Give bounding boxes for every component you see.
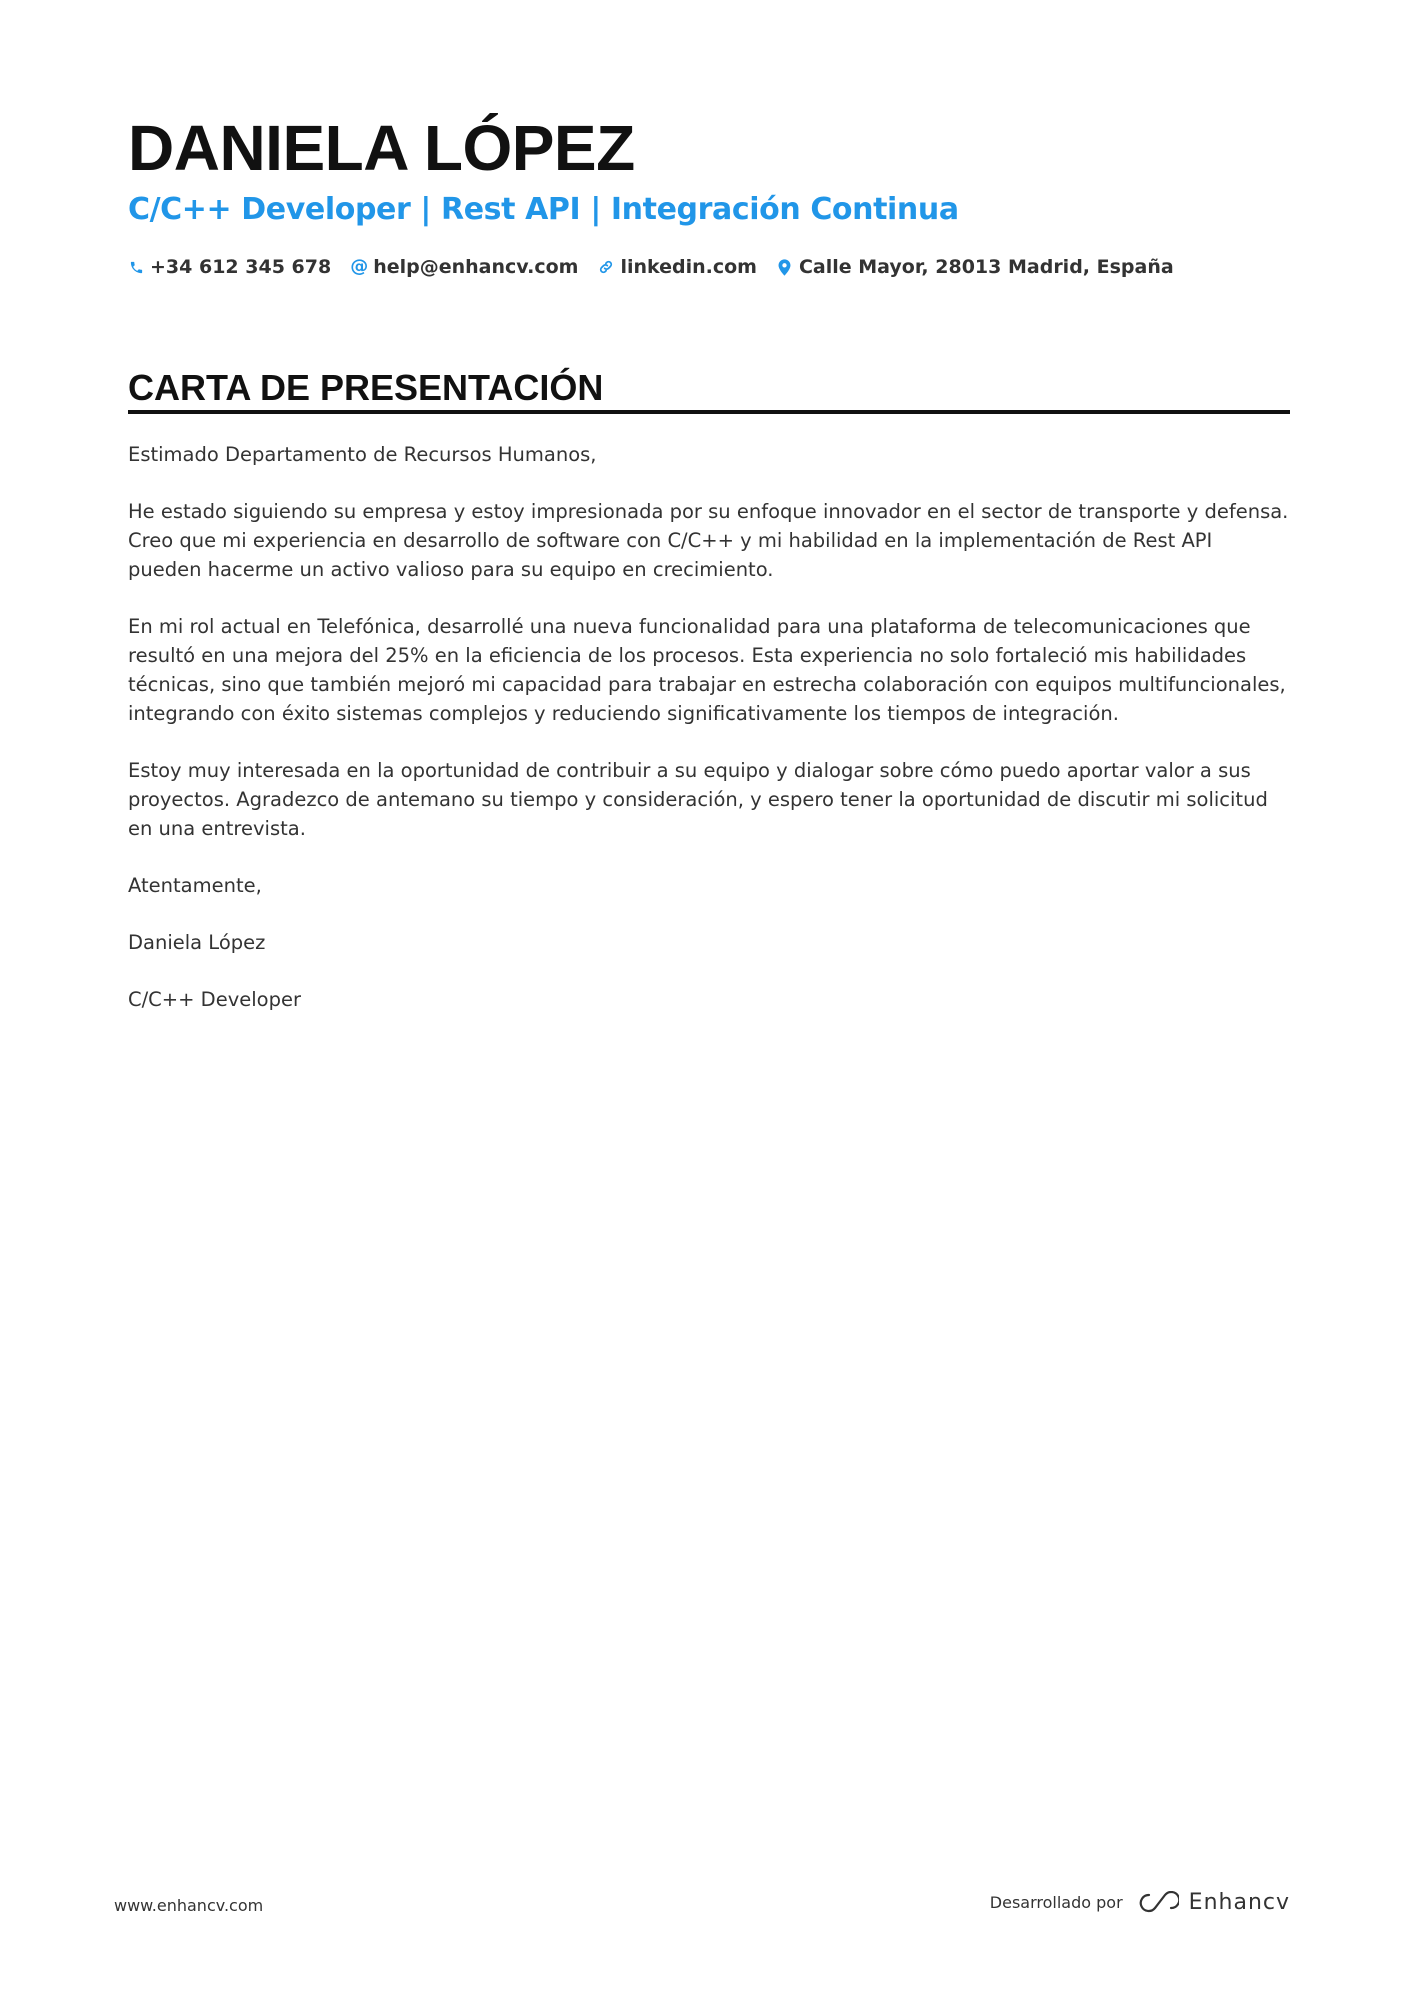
- letter-paragraph: He estado siguiendo su empresa y estoy impresionada por su enfoque innovador en el sector de transporte y defensa. Creo que mi experiencia en desarrollo de software con C/C++ y mi habilidad en la implementación de Rest API pueden hacerme un activo valioso para su equipo en crecimiento.: [128, 500, 1289, 581]
- section-divider: [128, 410, 1290, 414]
- footer-website[interactable]: www.enhancv.com: [114, 1896, 264, 1915]
- signature-name: Daniela López: [128, 931, 266, 954]
- contact-phone[interactable]: [128, 252, 331, 282]
- letter-body: [128, 440, 1290, 1042]
- candidate-name: DANIELA LÓPEZ: [128, 112, 635, 184]
- contact-linkedin-text: linkedin.com: [620, 256, 757, 278]
- letter-greeting: Estimado Departamento de Recursos Humanos,: [128, 443, 597, 466]
- footer-brand[interactable]: Enhancv: [1188, 1890, 1290, 1915]
- letter-paragraph: En mi rol actual en Telefónica, desarrollé una nueva funcionalidad para una plataforma de telecomunicaciones que resultó en una mejora del 25% en la eficiencia de los procesos. Esta experiencia no solo fortaleció mis habilidades técnicas, sino que también mejoró mi capacidad para trabajar en estrecha colaboración con equipos multifuncionales, integrando con éxito sistemas complejos y reduciendo significativamente los tiempos de integración.: [128, 615, 1286, 725]
- letter-closing: Atentamente,: [128, 874, 262, 897]
- candidate-headline: C/C++ Developer | Rest API | Integración Continua: [128, 192, 959, 227]
- section-title: CARTA DE PRESENTACIÓN: [128, 367, 604, 408]
- contact-bar: [128, 252, 1194, 282]
- contact-location: [777, 252, 1174, 282]
- contact-email[interactable]: [351, 252, 578, 282]
- contact-email-text: help@enhancv.com: [373, 256, 579, 278]
- signature-title: C/C++ Developer: [128, 988, 301, 1011]
- map-pin-icon: [777, 257, 793, 277]
- phone-icon: [128, 257, 144, 277]
- contact-linkedin[interactable]: [598, 252, 757, 282]
- enhancv-logo-icon: [1135, 1891, 1179, 1915]
- at-icon: @: [350, 256, 369, 277]
- footer-credit: [990, 1890, 1290, 1915]
- footer-credit-text: Desarrollado por: [989, 1893, 1123, 1912]
- link-icon: [598, 257, 614, 277]
- letter-paragraph: Estoy muy interesada en la oportunidad de contribuir a su equipo y dialogar sobre cómo puedo aportar valor a sus proyectos. Agradezco de antemano su tiempo y consideración, y espero tener la oportunidad de discutir mi solicitud en una entrevista.: [128, 759, 1268, 840]
- contact-location-text: Calle Mayor, 28013 Madrid, España: [798, 256, 1174, 278]
- contact-phone-text: +34 612 345 678: [150, 256, 332, 278]
